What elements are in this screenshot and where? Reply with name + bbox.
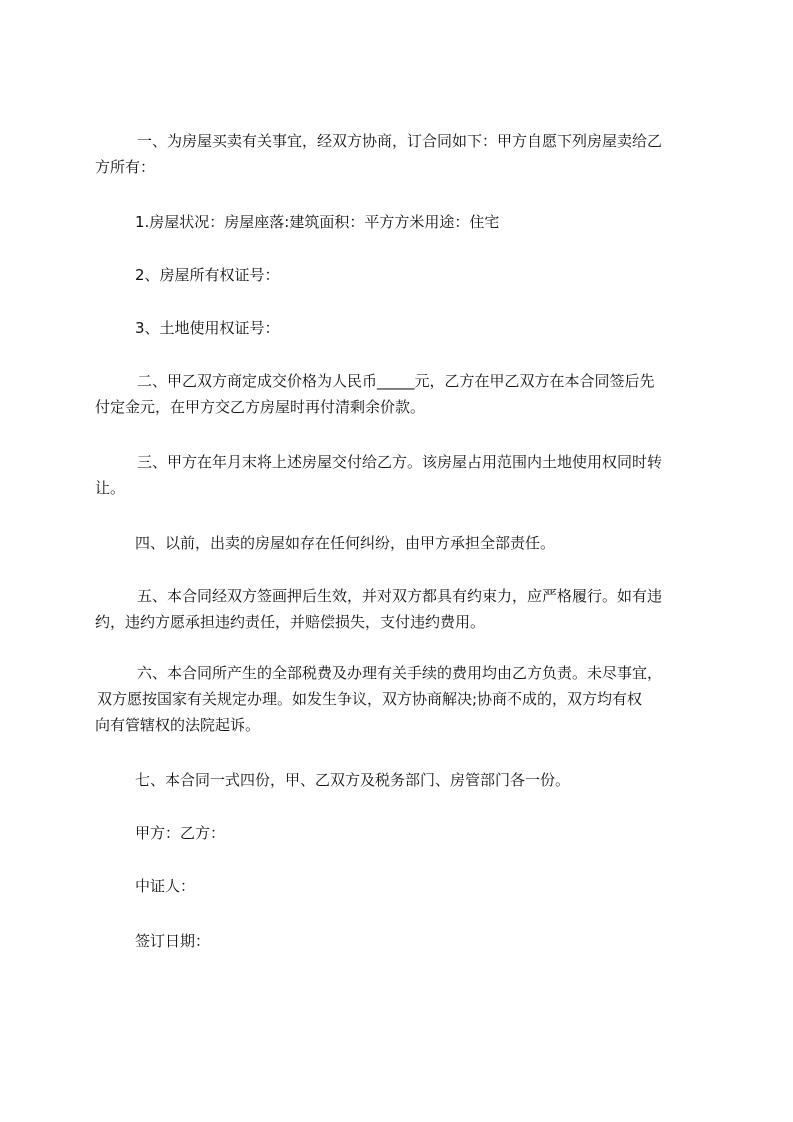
clause-4-line: 四、以前，出卖的房屋如存在任何纠纷，由甲方承担全部责任。: [135, 534, 556, 552]
land-cert-line: 3、土地使用权证号：: [135, 319, 280, 337]
house-status-line: 1.房屋状况：房屋座落:建筑面积：平方方米用途：住宅: [135, 213, 500, 231]
ownership-cert-line: 2、房屋所有权证号：: [135, 266, 280, 284]
clause-5-line-1: 五、本合同经双方签画押后生效，并对双方都具有约束力，应严格履行。如有违: [137, 587, 663, 605]
party-a-b-label: 甲方：乙方：: [135, 824, 226, 842]
clause-3-line-2: 让。: [95, 479, 126, 497]
witness-label: 中证人：: [135, 877, 196, 895]
clause-2-line-2: 付定金元，在甲方交乙方房屋时再付清剩余价款。: [95, 398, 426, 416]
signing-date-label: 签订日期：: [135, 932, 211, 950]
clause-1-line-2: 方所有：: [95, 158, 156, 176]
clause-5-line-2: 约，违约方愿承担违约责任，并赔偿损失，支付违约费用。: [95, 613, 486, 631]
clause-3-line-1: 三、甲方在年月末将上述房屋交付给乙方。该房屋占用范围内土地使用权同时转: [137, 453, 663, 471]
clause-6-line-3: 向有管辖权的法院起诉。: [95, 716, 261, 734]
clause-2-line-1: 二、甲乙双方商定成交价格为人民币_____元，乙方在甲乙双方在本合同签后先: [137, 372, 655, 390]
clause-6-line-1: 六、本合同所产生的全部税费及办理有关手续的费用均由乙方负责。未尽事宜，: [137, 664, 663, 682]
clause-7-line: 七、本合同一式四份，甲、乙双方及税务部门、房管部门各一份。: [135, 771, 571, 789]
clause-6-line-2: 双方愿按国家有关规定办理。如发生争议，双方协商解决;协商不成的，双方均有权: [97, 690, 643, 708]
clause-1-line-1: 一、为房屋买卖有关事宜，经双方协商，订合同如下：甲方自愿下列房屋卖给乙: [137, 132, 663, 150]
